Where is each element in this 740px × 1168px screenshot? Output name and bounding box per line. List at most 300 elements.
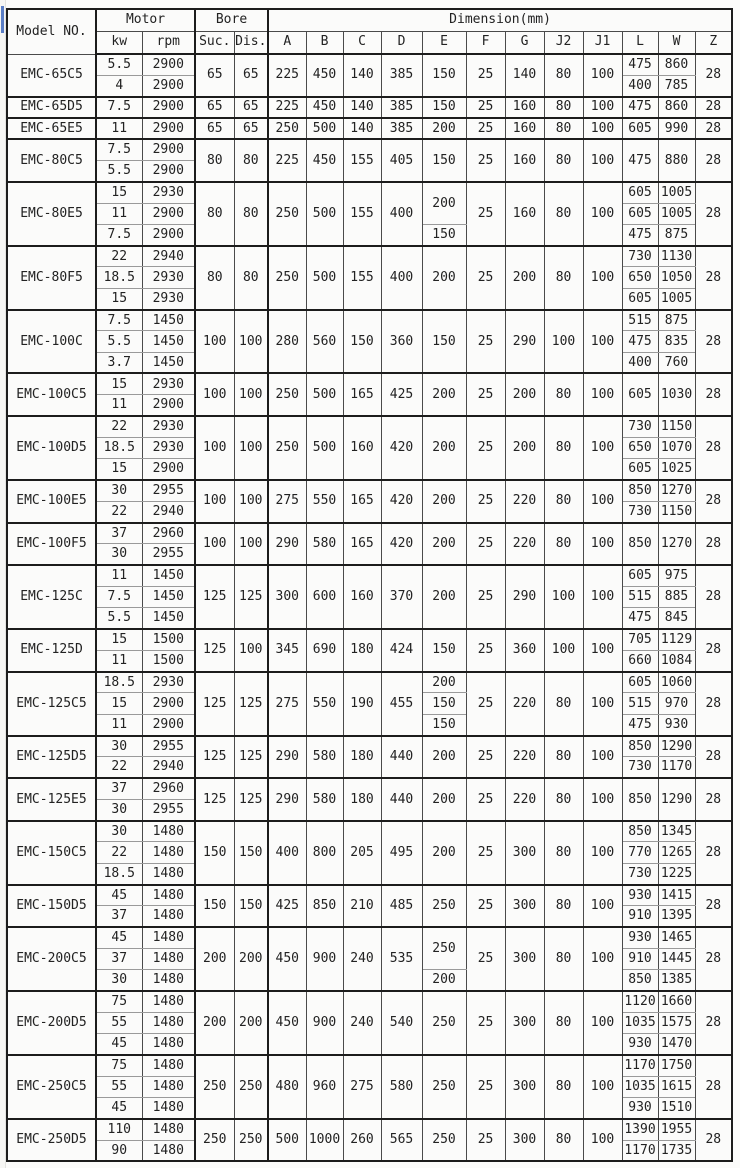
dim-e-cell: 200 [422, 118, 466, 139]
dim-w-cell: 1060 [658, 672, 695, 693]
dim-f-cell: 25 [466, 523, 505, 566]
dim-w-cell: 1395 [658, 906, 695, 927]
dim-c-cell: 240 [343, 927, 381, 991]
dim-c-cell: 180 [343, 629, 381, 672]
dim-j2-cell: 80 [544, 991, 583, 1055]
kw-cell: 37 [96, 948, 142, 969]
dim-w-cell: 1575 [658, 1012, 695, 1033]
dim-f-cell: 25 [466, 373, 505, 416]
dim-d-cell: 580 [381, 1055, 422, 1119]
rpm-cell: 2955 [142, 480, 195, 501]
spec-row [7, 1119, 732, 1140]
spec-row [7, 416, 732, 437]
header-rpm: rpm [142, 31, 195, 54]
model-cell: EMC-80F5 [7, 246, 96, 310]
dim-c-cell: 240 [343, 991, 381, 1055]
dim-a-cell: 345 [268, 629, 306, 672]
rpm-cell: 1500 [142, 650, 195, 671]
dim-f-cell: 25 [466, 246, 505, 310]
dim-e-cell: 200 [422, 480, 466, 523]
dim-l-cell: 515 [622, 586, 658, 607]
dim-l-cell: 515 [622, 693, 658, 714]
dim-c-cell: 260 [343, 1119, 381, 1162]
dim-e-cell: 200 [422, 373, 466, 416]
dim-w-cell: 975 [658, 565, 695, 586]
dim-j2-cell: 80 [544, 523, 583, 566]
dim-w-cell: 1005 [658, 203, 695, 224]
model-cell: EMC-125D5 [7, 736, 96, 779]
kw-cell: 37 [96, 523, 142, 544]
dim-g-cell: 160 [505, 118, 544, 139]
dim-a-cell: 280 [268, 310, 306, 374]
dim-g-cell: 300 [505, 991, 544, 1055]
rpm-cell: 2900 [142, 75, 195, 96]
dim-l-cell: 1035 [622, 1012, 658, 1033]
suc-cell: 150 [195, 821, 234, 885]
dis-cell: 100 [234, 629, 268, 672]
dim-w-cell: 860 [658, 97, 695, 118]
dim-l-cell: 475 [622, 224, 658, 245]
dim-b-cell: 600 [306, 565, 343, 629]
dim-w-cell: 1290 [658, 736, 695, 757]
dim-l-cell: 850 [622, 821, 658, 842]
dim-g-cell: 160 [505, 139, 544, 182]
dim-j1-cell: 100 [583, 416, 622, 480]
dis-cell: 100 [234, 480, 268, 523]
dim-c-cell: 205 [343, 821, 381, 885]
dim-b-cell: 500 [306, 118, 343, 139]
suc-cell: 100 [195, 523, 234, 566]
rpm-cell: 1480 [142, 863, 195, 884]
dim-l-cell: 930 [622, 1034, 658, 1055]
dim-z-cell: 28 [695, 310, 732, 374]
dim-j1-cell: 100 [583, 139, 622, 182]
dim-w-cell: 1955 [658, 1119, 695, 1140]
dim-w-cell: 1615 [658, 1076, 695, 1097]
rpm-cell: 2955 [142, 736, 195, 757]
rpm-cell: 1450 [142, 331, 195, 352]
dim-l-cell: 605 [622, 565, 658, 586]
dim-l-cell: 1170 [622, 1055, 658, 1076]
model-cell: EMC-80E5 [7, 182, 96, 246]
dim-e-cell: 150 [422, 54, 466, 97]
kw-cell: 45 [96, 1098, 142, 1119]
dim-w-cell: 1150 [658, 416, 695, 437]
dis-cell: 125 [234, 736, 268, 779]
dim-j2-cell: 80 [544, 885, 583, 928]
dim-e-cell: 150 [422, 224, 466, 245]
kw-cell: 30 [96, 821, 142, 842]
kw-cell: 11 [96, 203, 142, 224]
dim-z-cell: 28 [695, 736, 732, 779]
dim-w-cell: 1005 [658, 182, 695, 203]
rpm-cell: 2900 [142, 160, 195, 181]
dim-d-cell: 360 [381, 310, 422, 374]
dim-e-cell: 250 [422, 885, 466, 928]
dim-j1-cell: 100 [583, 991, 622, 1055]
dim-w-cell: 1270 [658, 523, 695, 566]
dim-l-cell: 605 [622, 373, 658, 416]
dim-j1-cell: 100 [583, 118, 622, 139]
model-cell: EMC-150C5 [7, 821, 96, 885]
rpm-cell: 1480 [142, 970, 195, 991]
dim-l-cell: 1035 [622, 1076, 658, 1097]
dim-a-cell: 225 [268, 54, 306, 97]
dim-a-cell: 275 [268, 672, 306, 736]
dim-j1-cell: 100 [583, 778, 622, 821]
model-cell: EMC-100F5 [7, 523, 96, 566]
dim-a-cell: 400 [268, 821, 306, 885]
dim-c-cell: 155 [343, 246, 381, 310]
dim-w-cell: 760 [658, 352, 695, 373]
dim-e-cell: 200 [422, 736, 466, 779]
dim-w-cell: 785 [658, 75, 695, 96]
dim-d-cell: 420 [381, 523, 422, 566]
dim-z-cell: 28 [695, 672, 732, 736]
dim-w-cell: 1070 [658, 437, 695, 458]
dim-w-cell: 1510 [658, 1098, 695, 1119]
dim-l-cell: 910 [622, 906, 658, 927]
dim-j2-cell: 80 [544, 480, 583, 523]
header-dim-b: B [306, 31, 343, 54]
dim-l-cell: 475 [622, 714, 658, 735]
dim-b-cell: 580 [306, 523, 343, 566]
dim-f-cell: 25 [466, 310, 505, 374]
dim-c-cell: 140 [343, 97, 381, 118]
dim-e-cell: 200 [422, 821, 466, 885]
dim-l-cell: 475 [622, 97, 658, 118]
dim-d-cell: 405 [381, 139, 422, 182]
rpm-cell: 2900 [142, 459, 195, 480]
kw-cell: 15 [96, 629, 142, 650]
kw-cell: 55 [96, 1012, 142, 1033]
model-cell: EMC-100C5 [7, 373, 96, 416]
dis-cell: 125 [234, 778, 268, 821]
dim-e-cell: 150 [422, 629, 466, 672]
dim-b-cell: 850 [306, 885, 343, 928]
spec-row [7, 821, 732, 842]
dim-w-cell: 1170 [658, 757, 695, 778]
kw-cell: 45 [96, 927, 142, 948]
dim-w-cell: 1225 [658, 863, 695, 884]
dim-z-cell: 28 [695, 523, 732, 566]
dim-d-cell: 400 [381, 246, 422, 310]
kw-cell: 30 [96, 970, 142, 991]
header-dim-g: G [505, 31, 544, 54]
kw-cell: 7.5 [96, 224, 142, 245]
spec-row [7, 54, 732, 75]
dim-l-cell: 1170 [622, 1140, 658, 1161]
dim-e-cell: 150 [422, 139, 466, 182]
model-cell: EMC-250D5 [7, 1119, 96, 1162]
spec-row [7, 778, 732, 799]
dim-b-cell: 500 [306, 416, 343, 480]
dim-d-cell: 424 [381, 629, 422, 672]
dim-a-cell: 480 [268, 1055, 306, 1119]
dim-w-cell: 835 [658, 331, 695, 352]
kw-cell: 90 [96, 1140, 142, 1161]
dim-j2-cell: 100 [544, 310, 583, 374]
suc-cell: 100 [195, 416, 234, 480]
dim-l-cell: 730 [622, 863, 658, 884]
dim-g-cell: 200 [505, 416, 544, 480]
rpm-cell: 2940 [142, 757, 195, 778]
kw-cell: 15 [96, 693, 142, 714]
rpm-cell: 1480 [142, 1076, 195, 1097]
dim-b-cell: 500 [306, 182, 343, 246]
dim-j1-cell: 100 [583, 629, 622, 672]
dim-l-cell: 660 [622, 650, 658, 671]
dis-cell: 80 [234, 182, 268, 246]
spec-row [7, 139, 732, 160]
spec-table-body [7, 54, 732, 1161]
dim-d-cell: 535 [381, 927, 422, 991]
dim-g-cell: 220 [505, 672, 544, 736]
dim-d-cell: 565 [381, 1119, 422, 1162]
kw-cell: 15 [96, 182, 142, 203]
dim-l-cell: 1390 [622, 1119, 658, 1140]
model-cell: EMC-125C [7, 565, 96, 629]
dim-c-cell: 190 [343, 672, 381, 736]
model-cell: EMC-200C5 [7, 927, 96, 991]
dis-cell: 100 [234, 416, 268, 480]
kw-cell: 22 [96, 246, 142, 267]
dim-j1-cell: 100 [583, 480, 622, 523]
dim-l-cell: 850 [622, 480, 658, 501]
dim-d-cell: 485 [381, 885, 422, 928]
rpm-cell: 1480 [142, 1140, 195, 1161]
dim-f-cell: 25 [466, 1055, 505, 1119]
kw-cell: 45 [96, 1034, 142, 1055]
spec-row [7, 182, 732, 203]
dim-b-cell: 900 [306, 927, 343, 991]
dim-e-cell: 250 [422, 927, 466, 970]
dim-j1-cell: 100 [583, 672, 622, 736]
dim-w-cell: 1270 [658, 480, 695, 501]
dim-d-cell: 420 [381, 480, 422, 523]
suc-cell: 150 [195, 885, 234, 928]
dim-f-cell: 25 [466, 416, 505, 480]
dim-c-cell: 180 [343, 778, 381, 821]
spec-row [7, 672, 732, 693]
dim-j2-cell: 80 [544, 778, 583, 821]
dim-c-cell: 150 [343, 310, 381, 374]
kw-cell: 22 [96, 757, 142, 778]
rpm-cell: 2930 [142, 437, 195, 458]
suc-cell: 200 [195, 927, 234, 991]
dim-g-cell: 160 [505, 182, 544, 246]
dim-g-cell: 220 [505, 480, 544, 523]
dim-l-cell: 605 [622, 203, 658, 224]
dim-w-cell: 1465 [658, 927, 695, 948]
dim-w-cell: 1050 [658, 267, 695, 288]
dim-c-cell: 165 [343, 373, 381, 416]
dim-w-cell: 1130 [658, 246, 695, 267]
rpm-cell: 1480 [142, 1119, 195, 1140]
dim-l-cell: 850 [622, 970, 658, 991]
dim-a-cell: 250 [268, 416, 306, 480]
kw-cell: 5.5 [96, 331, 142, 352]
dim-j1-cell: 100 [583, 821, 622, 885]
dim-c-cell: 165 [343, 480, 381, 523]
dim-f-cell: 25 [466, 54, 505, 97]
kw-cell: 30 [96, 480, 142, 501]
kw-cell: 55 [96, 1076, 142, 1097]
dim-z-cell: 28 [695, 182, 732, 246]
model-cell: EMC-250C5 [7, 1055, 96, 1119]
model-cell: EMC-125D [7, 629, 96, 672]
dis-cell: 200 [234, 927, 268, 991]
dim-e-cell: 200 [422, 672, 466, 693]
suc-cell: 250 [195, 1119, 234, 1162]
dim-j1-cell: 100 [583, 1055, 622, 1119]
spec-row [7, 991, 732, 1012]
suc-cell: 125 [195, 565, 234, 629]
dim-b-cell: 900 [306, 991, 343, 1055]
rpm-cell: 1450 [142, 586, 195, 607]
dim-z-cell: 28 [695, 139, 732, 182]
dis-cell: 125 [234, 565, 268, 629]
dim-l-cell: 850 [622, 523, 658, 566]
dim-j2-cell: 80 [544, 182, 583, 246]
dim-j2-cell: 80 [544, 54, 583, 97]
kw-cell: 75 [96, 1055, 142, 1076]
rpm-cell: 1480 [142, 1034, 195, 1055]
dim-w-cell: 875 [658, 310, 695, 331]
kw-cell: 30 [96, 799, 142, 820]
dis-cell: 80 [234, 246, 268, 310]
dim-b-cell: 690 [306, 629, 343, 672]
rpm-cell: 2930 [142, 267, 195, 288]
rpm-cell: 1480 [142, 906, 195, 927]
model-cell: EMC-125C5 [7, 672, 96, 736]
dim-c-cell: 275 [343, 1055, 381, 1119]
dim-e-cell: 150 [422, 310, 466, 374]
dim-e-cell: 150 [422, 714, 466, 735]
kw-cell: 110 [96, 1119, 142, 1140]
dim-j2-cell: 80 [544, 416, 583, 480]
dim-b-cell: 800 [306, 821, 343, 885]
dis-cell: 150 [234, 821, 268, 885]
dim-j2-cell: 80 [544, 118, 583, 139]
spec-row [7, 736, 732, 757]
dim-j1-cell: 100 [583, 97, 622, 118]
dim-e-cell: 200 [422, 182, 466, 225]
dim-a-cell: 450 [268, 991, 306, 1055]
dim-g-cell: 300 [505, 927, 544, 991]
dim-c-cell: 155 [343, 139, 381, 182]
header-row-columns [7, 31, 732, 54]
dim-w-cell: 1129 [658, 629, 695, 650]
dim-j2-cell: 80 [544, 821, 583, 885]
dim-j1-cell: 100 [583, 736, 622, 779]
dim-l-cell: 515 [622, 310, 658, 331]
dim-j2-cell: 80 [544, 736, 583, 779]
dim-w-cell: 1750 [658, 1055, 695, 1076]
model-cell: EMC-65D5 [7, 97, 96, 118]
model-cell: EMC-100D5 [7, 416, 96, 480]
header-dim-j1: J1 [583, 31, 622, 54]
dim-j1-cell: 100 [583, 310, 622, 374]
dim-d-cell: 540 [381, 991, 422, 1055]
dim-a-cell: 500 [268, 1119, 306, 1162]
model-cell: EMC-100C [7, 310, 96, 374]
rpm-cell: 1480 [142, 948, 195, 969]
model-cell: EMC-200D5 [7, 991, 96, 1055]
dim-c-cell: 155 [343, 182, 381, 246]
dim-l-cell: 850 [622, 778, 658, 821]
spec-row [7, 885, 732, 906]
dim-f-cell: 25 [466, 885, 505, 928]
rpm-cell: 2955 [142, 544, 195, 565]
dis-cell: 150 [234, 885, 268, 928]
dim-d-cell: 440 [381, 736, 422, 779]
dim-a-cell: 225 [268, 139, 306, 182]
model-cell: EMC-65E5 [7, 118, 96, 139]
dim-a-cell: 250 [268, 373, 306, 416]
dim-w-cell: 880 [658, 139, 695, 182]
dis-cell: 65 [234, 54, 268, 97]
model-cell: EMC-125E5 [7, 778, 96, 821]
kw-cell: 5.5 [96, 160, 142, 181]
dim-j1-cell: 100 [583, 373, 622, 416]
dim-w-cell: 860 [658, 54, 695, 75]
dis-cell: 200 [234, 991, 268, 1055]
dim-w-cell: 1005 [658, 288, 695, 309]
dim-j2-cell: 80 [544, 1055, 583, 1119]
dim-f-cell: 25 [466, 991, 505, 1055]
header-dim-w: W [658, 31, 695, 54]
dim-z-cell: 28 [695, 1119, 732, 1162]
spec-row [7, 927, 732, 948]
dim-d-cell: 425 [381, 373, 422, 416]
dim-w-cell: 1415 [658, 885, 695, 906]
spec-row [7, 523, 732, 544]
dim-e-cell: 200 [422, 970, 466, 991]
dim-j2-cell: 80 [544, 246, 583, 310]
dim-l-cell: 730 [622, 416, 658, 437]
model-cell: EMC-150D5 [7, 885, 96, 928]
dim-w-cell: 990 [658, 118, 695, 139]
dis-cell: 65 [234, 118, 268, 139]
rpm-cell: 2960 [142, 778, 195, 799]
dim-f-cell: 25 [466, 118, 505, 139]
dim-e-cell: 200 [422, 246, 466, 310]
dim-g-cell: 300 [505, 1119, 544, 1162]
dim-j2-cell: 80 [544, 373, 583, 416]
dim-d-cell: 385 [381, 97, 422, 118]
kw-cell: 37 [96, 778, 142, 799]
dim-w-cell: 1150 [658, 501, 695, 522]
dim-e-cell: 250 [422, 1055, 466, 1119]
kw-cell: 75 [96, 991, 142, 1012]
dis-cell: 100 [234, 310, 268, 374]
dim-c-cell: 210 [343, 885, 381, 928]
dim-e-cell: 250 [422, 1119, 466, 1162]
dim-l-cell: 705 [622, 629, 658, 650]
spec-row [7, 373, 732, 394]
dim-w-cell: 1265 [658, 842, 695, 863]
dim-a-cell: 290 [268, 736, 306, 779]
dim-a-cell: 425 [268, 885, 306, 928]
header-motor: Motor [96, 9, 195, 31]
rpm-cell: 2900 [142, 693, 195, 714]
dim-e-cell: 250 [422, 991, 466, 1055]
dim-a-cell: 250 [268, 118, 306, 139]
dim-z-cell: 28 [695, 480, 732, 523]
dim-b-cell: 450 [306, 97, 343, 118]
dim-f-cell: 25 [466, 1119, 505, 1162]
